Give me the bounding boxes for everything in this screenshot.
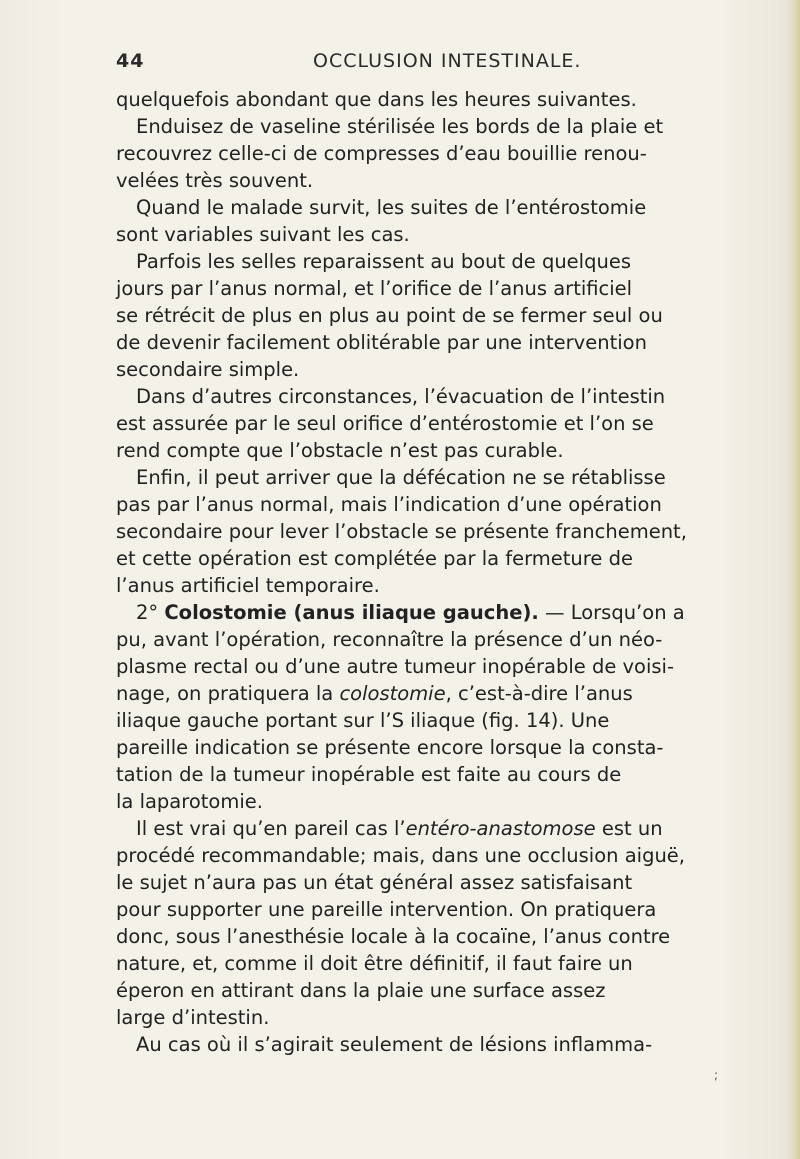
running-title: OCCLUSION INTESTINALE. [313,50,582,72]
text-line: nature, et, comme il doit être définitif, il faut faire un [116,952,633,975]
text-line: jours par l’anus normal, et l’orifice de l’anus artificiel [116,277,633,300]
text-line: iliaque gauche portant sur l’S iliaque (fig. 14). Une [116,709,610,732]
text-line: velées très souvent. [116,169,314,192]
text-line: la laparotomie. [116,790,263,813]
text-line: sont variables suivant les cas. [116,223,410,246]
text-line: secondaire simple. [116,358,300,381]
text-line: et cette opération est complétée par la fermeture de [116,547,633,570]
page-edge-shadow [786,0,800,1159]
text-line: Enduisez de vaseline stérilisée les bords de la plaie et [136,115,664,138]
text-line: quelquefois abondant que dans les heures suivantes. [116,88,637,111]
text-line: l’anus artificiel temporaire. [116,574,380,597]
text-line: recouvrez celle-ci de compresses d’eau bouillie renou- [116,142,647,165]
section-number: 2° [136,601,159,624]
text-line: procédé recommandable; mais, dans une occlusion aiguë, [116,844,686,867]
page-number: 44 [116,50,145,72]
text-line: rend compte que l’obstacle n’est pas curable. [116,439,564,462]
text-line: Au cas où il s’agirait seulement de lésions inflamma- [136,1033,653,1056]
text-line: tation de la tumeur inopérable est faite au cours de [116,763,622,786]
text-line: éperon en attirant dans la plaie une surface assez [116,979,606,1002]
text-line-entero: Il est vrai qu’en pareil cas l’entéro-anastomose est un [136,817,663,840]
text-line: Dans d’autres circonstances, l’évacuation de l’intestin [136,385,666,408]
body-text [116,86,736,1058]
page-header [116,50,726,80]
term-colostomie: colostomie [339,682,446,705]
text-line: pour supporter une pareille intervention. On pratiquera [116,898,657,921]
section-heading-continuation: — Lorsqu’on a [538,601,685,624]
section-heading: Colostomie (anus iliaque gauche). [164,601,539,624]
margin-mark: ; [714,1068,719,1082]
text-line: pareille indication se présente encore lorsque la consta- [116,736,664,759]
text-line: donc, sous l’anesthésie locale à la cocaïne, l’anus contre [116,925,671,948]
text-line: de devenir facilement oblitérable par une intervention [116,331,647,354]
text-line: se rétrécit de plus en plus au point de se fermer seul ou [116,304,663,327]
text-line: Quand le malade survit, les suites de l’entérostomie [136,196,647,219]
text-line: large d’intestin. [116,1006,270,1029]
text-line: plasme rectal ou d’une autre tumeur inopérable de voisi- [116,655,675,678]
text-line: Parfois les selles reparaissent au bout de quelques [136,250,631,273]
text-line: secondaire pour lever l’obstacle se présente franchement, [116,520,687,543]
term-entero-anastomose: entéro-anastomose [405,817,596,840]
text-line: pas par l’anus normal, mais l’indication d’une opération [116,493,662,516]
text-line: pu, avant l’opération, reconnaître la présence d’un néo- [116,628,663,651]
text-line: est assurée par le seul orifice d’entérostomie et l’on se [116,412,654,435]
text-line: Enfin, il peut arriver que la défécation ne se rétablisse [136,466,666,489]
text-line: le sujet n’aura pas un état général assez satisfaisant [116,871,633,894]
section-heading-line [116,599,736,626]
text-line-colostomie: nage, on pratiquera la colostomie, c’est-à-dire l’anus [116,682,633,705]
